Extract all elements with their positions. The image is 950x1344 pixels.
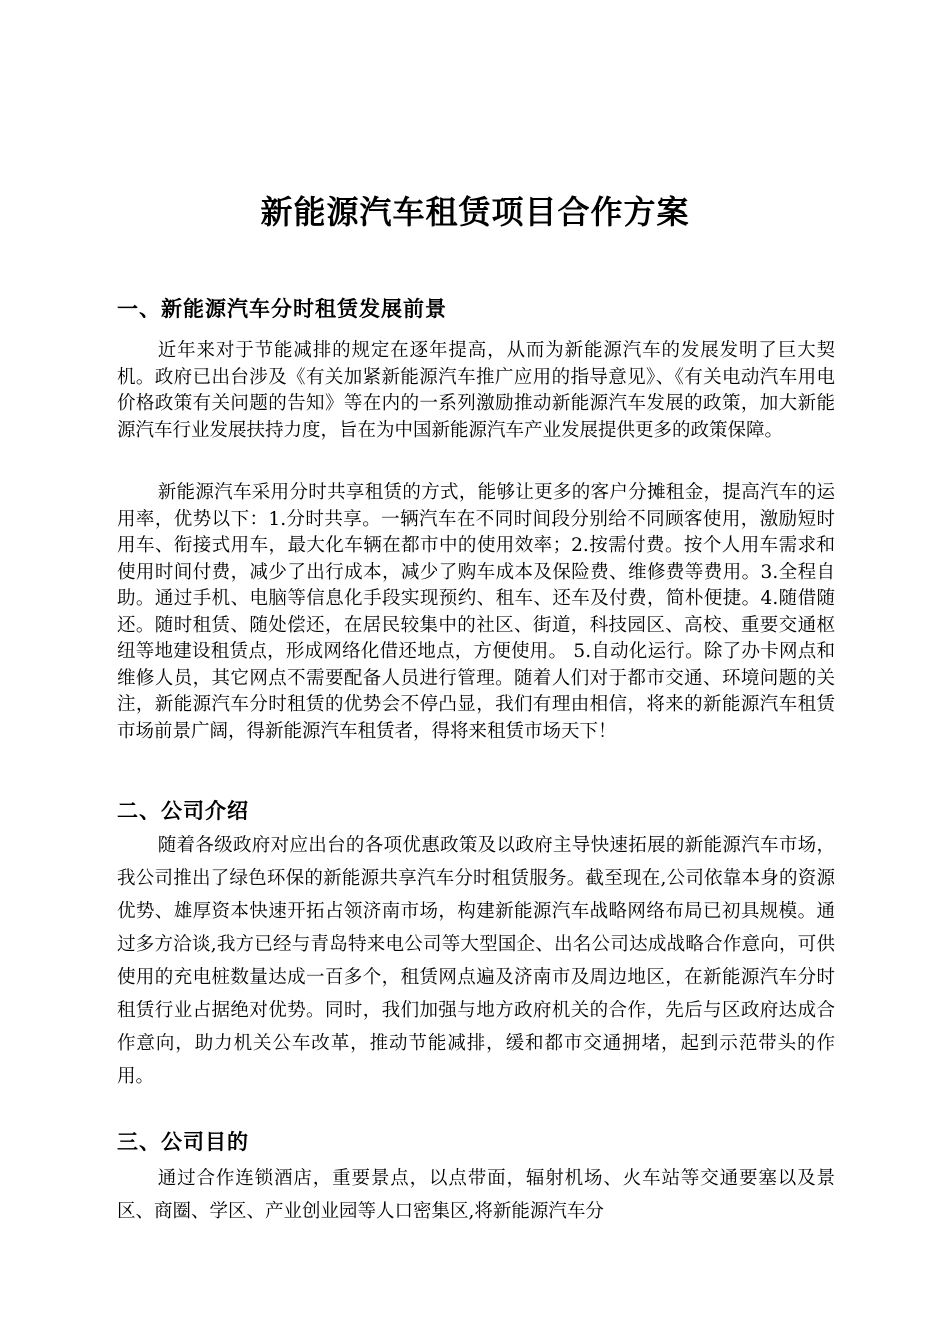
paragraph-prospects-1: 近年来对于节能减排的规定在逐年提高，从而为新能源汽车的发展发明了巨大契机。政府已出台涉及《有关加紧新能源汽车推广应用的指导意见》、《有关电动汽车用电价格政策有关问题的告知》等在内的一系列激励推动新能源汽车发展的政策，加大新能源汽车行业发展扶持力度，旨在为中国新能源汽车产业发展提供更多的政策保障。 <box>117 340 835 441</box>
paragraph-prospects-2: 新能源汽车采用分时共享租赁的方式，能够让更多的客户分摊租金，提高汽车的运用率，优势以下：1.分时共享。一辆汽车在不同时间段分别给不同顾客使用，激励短时用车、衔接式用车，最大化车辆在都市中的使用效率；2.按需付费。按个人用车需求和使用时间付费，减少了出行成本，减少了购车成本及保险费、维修费等费用。3.全程自助。通过手机、电脑等信息化手段实现预约、租车、还车及付费，简朴便捷。4.随借随还。随时租赁、随处偿还，在居民较集中的社区、街道，科技园区、高校、重要交通枢纽等地建设租赁点，形成网络化借还地点，方便使用。 5.自动化运行。除了办卡网点和维修人员，其它网点不需要配备人员进行管理。随着人们对于都市交通、环境问题的关注，新能源汽车分时租赁的优势会不停凸显，我们有理由相信，将来的新能源汽车租赁市场前景广阔，得新能源汽车租赁者，得将来租赁市场天下！ <box>117 482 835 742</box>
section-heading-company-goal: 三、公司目的 <box>117 1129 249 1154</box>
section-heading-company-intro: 二、公司介绍 <box>117 798 249 823</box>
section-heading-prospects: 一、新能源汽车分时租赁发展前景 <box>117 296 447 321</box>
paragraph-company-intro: 随着各级政府对应出台的各项优惠政策及以政府主导快速拓展的新能源汽车市场，我公司推出了绿色环保的新能源共享汽车分时租赁服务。截至现在,公司依靠本身的资源优势、雄厚资本快速开拓占领济南市场，构建新能源汽车战略网络布局已初具规模。通过多方洽谈,我方已经与青岛特来电公司等大型国企、出名公司达成战略合作意向，可供使用的充电桩数量达成一百多个，租赁网点遍及济南市及周边地区，在新能源汽车分时租赁行业占据绝对优势。同时，我们加强与地方政府机关的合作，先后与区政府达成合作意向，助力机关公车改革，推动节能减排，缓和都市交通拥堵，起到示范带头的作用。 <box>117 835 835 1087</box>
paragraph-company-goal: 通过合作连锁酒店，重要景点，以点带面，辐射机场、火车站等交通要塞以及景区、商圈、学区、产业创业园等人口密集区,将新能源汽车分 <box>117 1168 835 1222</box>
document-title: 新能源汽车租赁项目合作方案 <box>260 193 690 231</box>
